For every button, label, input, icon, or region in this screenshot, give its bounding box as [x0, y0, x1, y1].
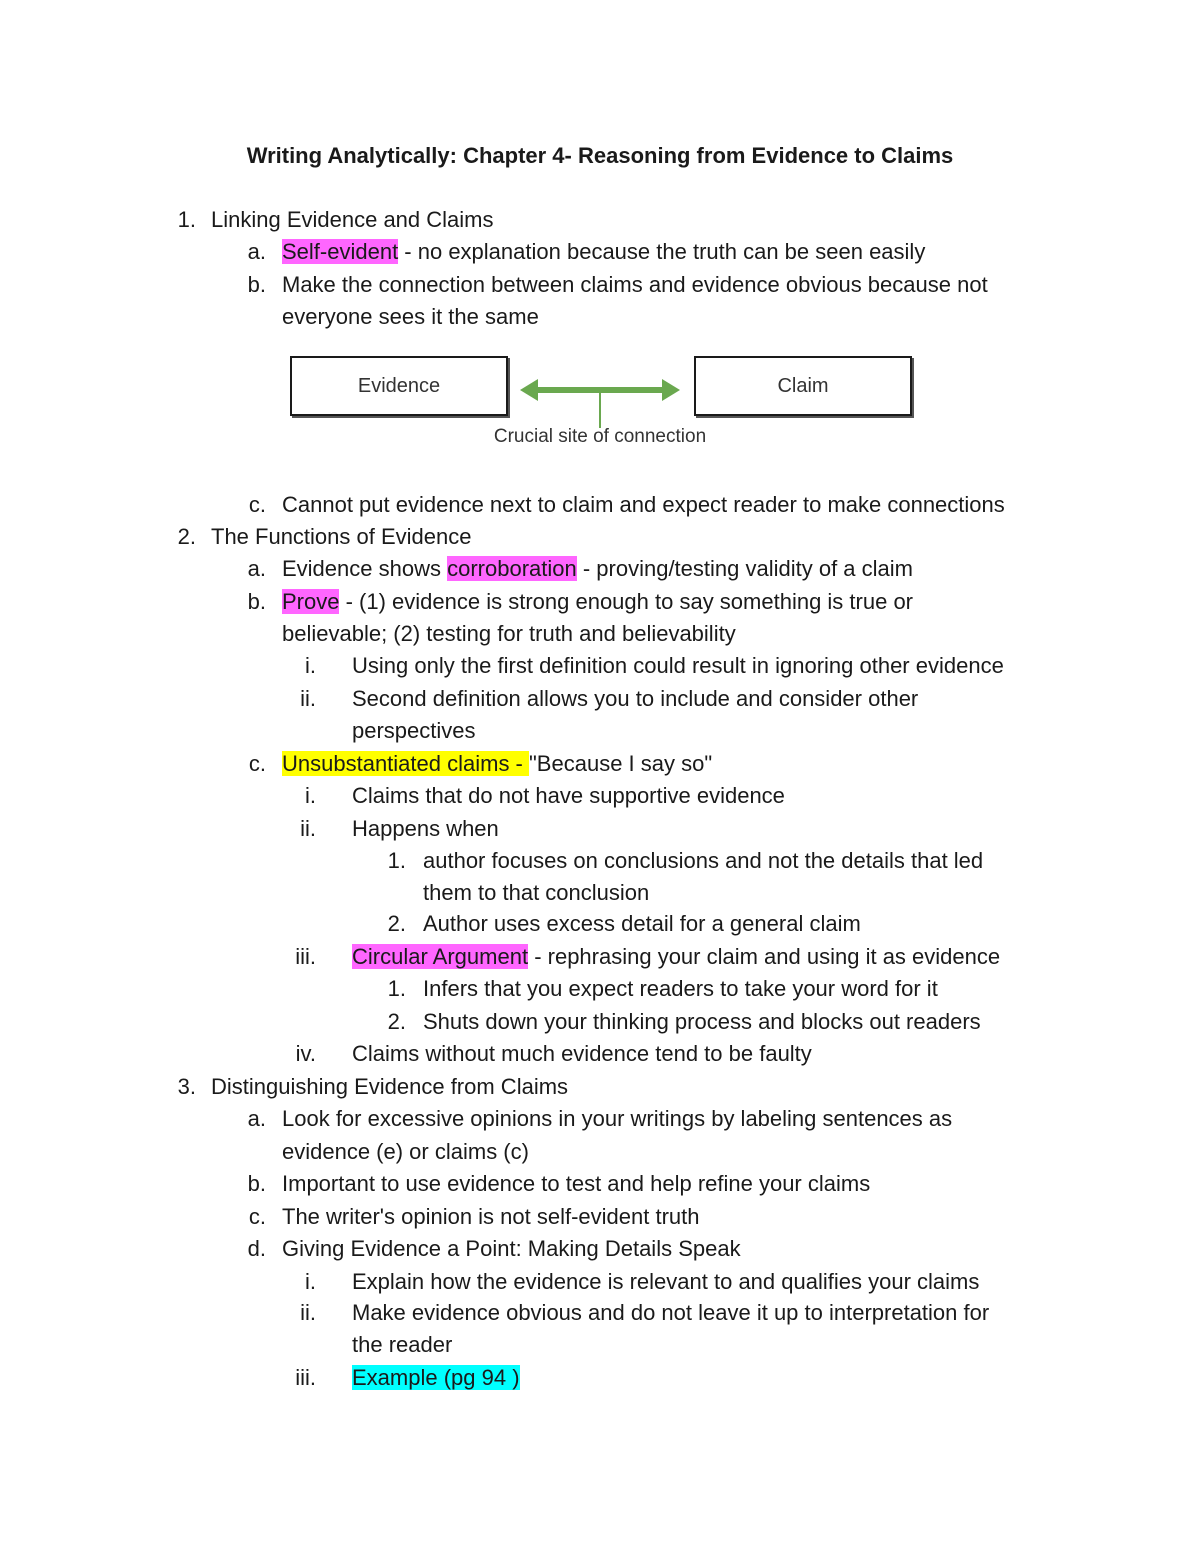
- list-item: author focuses on conclusions and not the details that led: [423, 848, 984, 873]
- list-marker: i.: [305, 783, 316, 808]
- list-marker: a.: [247, 1106, 266, 1131]
- list-item-continuation: believable; (2) testing for truth and believability: [282, 621, 736, 646]
- list-item: Important to use evidence to test and help refine your claims: [282, 1171, 871, 1196]
- list-marker: 1.: [387, 848, 406, 873]
- list-item: Infers that you expect readers to take your word for it: [423, 976, 938, 1001]
- list-item: [352, 942, 1000, 972]
- evidence-box: Evidence: [290, 356, 508, 416]
- list-marker: iii.: [295, 944, 316, 969]
- item-text: - (1) evidence is strong enough to say something is true or: [339, 589, 913, 614]
- list-item-heading: Distinguishing Evidence from Claims: [211, 1074, 569, 1099]
- list-marker: 1.: [387, 976, 406, 1001]
- diagram-caption: Crucial site of connection: [493, 426, 707, 447]
- highlight: corroboration: [447, 556, 577, 581]
- list-marker: c.: [248, 1204, 266, 1229]
- item-text: - rephrasing your claim and using it as evidence: [528, 944, 1001, 969]
- list-item-heading: Linking Evidence and Claims: [211, 207, 494, 232]
- list-item: Look for excessive opinions in your writings by labeling sentences as: [282, 1106, 953, 1131]
- list-marker: b.: [247, 589, 266, 614]
- list-item: [282, 554, 913, 584]
- list-item: [282, 587, 913, 617]
- double-arrow-icon: [280, 348, 920, 428]
- list-item: Claims without much evidence tend to be faulty: [352, 1041, 812, 1066]
- list-item: The writer's opinion is not self-evident truth: [282, 1204, 700, 1229]
- list-item: Make evidence obvious and do not leave it up to interpretation for: [352, 1300, 990, 1325]
- list-marker: 2.: [177, 524, 196, 549]
- list-item: Make the connection between claims and evidence obvious because not: [282, 272, 988, 297]
- list-marker: ii.: [300, 816, 316, 841]
- list-marker: 2.: [387, 1009, 406, 1034]
- list-marker: ii.: [300, 1300, 316, 1325]
- list-marker: ii.: [300, 686, 316, 711]
- list-marker: c.: [248, 492, 266, 517]
- highlight: Example (pg 94 ): [352, 1365, 520, 1390]
- item-text: - no explanation because the truth can be seen easily: [398, 239, 926, 264]
- list-item-continuation: evidence (e) or claims (c): [282, 1139, 529, 1164]
- list-marker: b.: [247, 272, 266, 297]
- list-marker: i.: [305, 1269, 316, 1294]
- highlight: Self-evident: [282, 239, 399, 264]
- list-marker: 2.: [387, 911, 406, 936]
- list-item-continuation: everyone sees it the same: [282, 304, 539, 329]
- list-item: Explain how the evidence is relevant to and qualifies your claims: [352, 1269, 980, 1294]
- list-marker: 1.: [177, 207, 196, 232]
- evidence-claim-diagram: [280, 348, 920, 458]
- list-item: [282, 237, 925, 267]
- list-item-continuation: the reader: [352, 1332, 453, 1357]
- highlight: Circular Argument: [352, 944, 529, 969]
- list-marker: d.: [247, 1236, 266, 1261]
- list-item: Claims that do not have supportive evidence: [352, 783, 785, 808]
- item-text: "Because I say so": [529, 751, 713, 776]
- list-marker: iii.: [295, 1365, 316, 1390]
- highlight: Prove: [282, 589, 340, 614]
- list-item: Shuts down your thinking process and blocks out readers: [423, 1009, 981, 1034]
- list-item: [352, 1363, 520, 1393]
- claim-box: Claim: [694, 356, 912, 416]
- item-text: Evidence shows: [282, 556, 448, 581]
- list-item: Second definition allows you to include and consider other: [352, 686, 919, 711]
- item-text: - proving/testing validity of a claim: [576, 556, 913, 581]
- list-item: Giving Evidence a Point: Making Details Speak: [282, 1236, 741, 1261]
- list-marker: a.: [247, 556, 266, 581]
- list-marker: 3.: [177, 1074, 196, 1099]
- highlight: Unsubstantiated claims -: [282, 751, 529, 776]
- list-item: Cannot put evidence next to claim and expect reader to make connections: [282, 492, 1005, 517]
- list-marker: a.: [247, 239, 266, 264]
- list-item: Author uses excess detail for a general claim: [423, 911, 861, 936]
- list-marker: iv.: [295, 1041, 316, 1066]
- list-marker: b.: [247, 1171, 266, 1196]
- list-item: Happens when: [352, 816, 499, 841]
- list-item: Using only the first definition could result in ignoring other evidence: [352, 653, 1004, 678]
- list-item-heading: The Functions of Evidence: [211, 524, 472, 549]
- document-title: Writing Analytically: Chapter 4- Reasoning from Evidence to Claims: [246, 143, 954, 168]
- list-item-continuation: them to that conclusion: [423, 880, 650, 905]
- list-marker: i.: [305, 653, 316, 678]
- list-item-continuation: perspectives: [352, 718, 476, 743]
- list-item: [282, 749, 712, 779]
- list-marker: c.: [248, 751, 266, 776]
